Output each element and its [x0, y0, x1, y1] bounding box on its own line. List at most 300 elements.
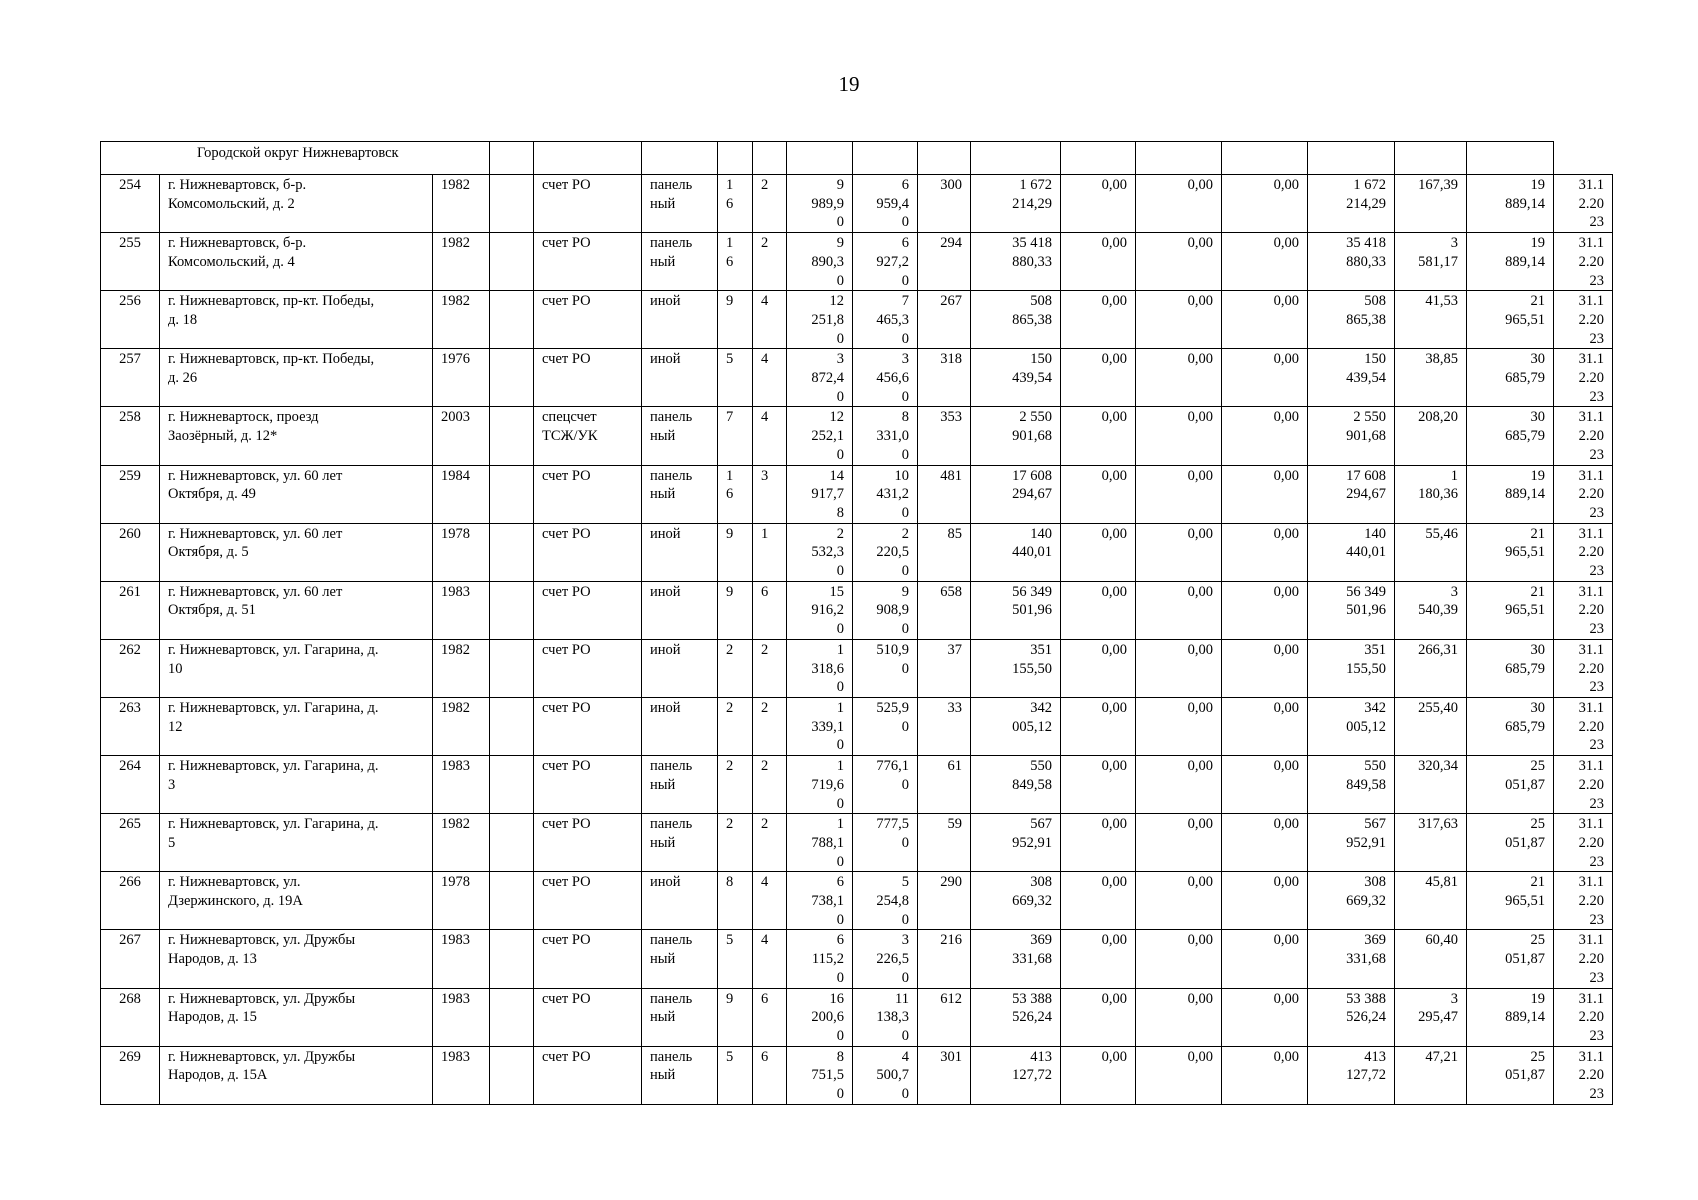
total-area-line: 12	[829, 409, 844, 426]
cost-per-m2-line: 295,47	[1418, 1009, 1458, 1026]
total-area-line: 252,1	[811, 428, 844, 445]
address-line: Октября, д. 49	[168, 486, 256, 503]
owners-funds-line: 35 418	[1346, 235, 1386, 252]
owners-funds-line: 413	[1364, 1048, 1386, 1065]
address-cell	[160, 1046, 433, 1104]
cost-limit-line: 21	[1530, 293, 1545, 310]
cost-limit-line: 19	[1530, 235, 1545, 252]
row-number-cell: 258	[101, 407, 160, 465]
wall-material-cell	[642, 930, 718, 988]
repair-cost-line: 35 418	[1012, 235, 1052, 252]
cost-per-m2-line: 45,81	[1425, 874, 1458, 891]
living-area-line: 0	[901, 776, 909, 793]
floors-line: 8	[726, 874, 734, 891]
owners-funds-cell	[1308, 930, 1395, 988]
address-line: Народов, д. 15А	[168, 1067, 268, 1084]
table-row	[101, 872, 1613, 930]
build-year-cell: 1983	[433, 930, 490, 988]
owners-funds-line: 952,91	[1346, 834, 1386, 851]
total-area-line: 339,1	[811, 718, 844, 735]
cost-per-m2-line: 38,85	[1425, 351, 1458, 368]
floors-line: 5	[726, 1048, 734, 1065]
address-line: 3	[168, 776, 176, 793]
cost-limit-cell	[1467, 872, 1554, 930]
address-line: Октября, д. 5	[168, 544, 249, 561]
cost-per-m2-cell	[1395, 988, 1467, 1046]
owners-funds-line: 351	[1364, 641, 1386, 658]
living-area-line: 0	[901, 563, 909, 580]
total-area-line: 751,5	[811, 1067, 844, 1084]
repair-cost-line: 369	[1030, 932, 1052, 949]
deadline-line: 2.20	[1578, 1067, 1604, 1084]
cost-source-3-cell: 0,00	[1222, 349, 1308, 407]
total-area-line: 15	[829, 583, 844, 600]
total-area-line: 0	[836, 446, 844, 463]
owners-funds-line: 294,67	[1346, 486, 1386, 503]
repair-cost-cell	[971, 756, 1061, 814]
deadline-line: 23	[1589, 969, 1604, 986]
entrances-cell: 2	[753, 639, 787, 697]
address-line: д. 26	[168, 370, 198, 387]
deadline-line: 23	[1589, 1027, 1604, 1044]
build-year-cell: 1978	[433, 872, 490, 930]
total-area-line: 0	[836, 1027, 844, 1044]
build-year-cell: 1983	[433, 581, 490, 639]
residents-cell: 33	[918, 697, 971, 755]
total-area-cell	[787, 349, 853, 407]
repair-cost-line: 849,58	[1012, 776, 1052, 793]
floors-cell	[718, 233, 753, 291]
cost-source-2-cell: 0,00	[1136, 1046, 1222, 1104]
owners-funds-cell	[1308, 291, 1395, 349]
total-area-line: 0	[836, 679, 844, 696]
build-year-cell: 1983	[433, 756, 490, 814]
total-area-line: 989,9	[811, 195, 844, 212]
deadline-line: 23	[1589, 563, 1604, 580]
address-cell	[160, 872, 433, 930]
cost-per-m2-cell	[1395, 639, 1467, 697]
deadline-line: 31.1	[1578, 699, 1604, 716]
living-area-line: 9	[901, 583, 909, 600]
owners-funds-line: 53 388	[1346, 990, 1386, 1007]
repair-cost-line: 669,32	[1012, 893, 1052, 910]
deadline-cell	[1554, 233, 1613, 291]
wall-material-line: иной	[650, 641, 681, 658]
entrances-cell: 2	[753, 233, 787, 291]
account-type-cell	[534, 930, 642, 988]
row-number-cell: 254	[101, 175, 160, 233]
living-area-line: 5	[901, 874, 909, 891]
address-line: 10	[168, 660, 183, 677]
cost-source-3-cell: 0,00	[1222, 465, 1308, 523]
account-type-cell	[534, 988, 642, 1046]
living-area-line: 7	[901, 293, 909, 310]
owners-funds-line: 1 672	[1353, 177, 1386, 193]
floors-cell	[718, 814, 753, 872]
cost-per-m2-cell	[1395, 291, 1467, 349]
entrances-cell: 6	[753, 988, 787, 1046]
entrances-cell: 6	[753, 581, 787, 639]
deadline-cell	[1554, 523, 1613, 581]
cost-source-2-cell: 0,00	[1136, 523, 1222, 581]
cost-per-m2-cell	[1395, 756, 1467, 814]
total-area-line: 872,4	[811, 370, 844, 387]
floors-cell	[718, 930, 753, 988]
living-area-line: 465,3	[876, 311, 909, 328]
living-area-line: 908,9	[876, 602, 909, 619]
wall-material-cell	[642, 349, 718, 407]
deadline-line: 2.20	[1578, 195, 1604, 212]
floors-cell	[718, 1046, 753, 1104]
living-area-cell	[853, 349, 918, 407]
address-line: г. Нижневартовск, ул. Дружбы	[168, 932, 356, 949]
repair-cost-line: 150	[1030, 351, 1052, 368]
address-cell	[160, 639, 433, 697]
cost-source-1-cell: 0,00	[1061, 988, 1136, 1046]
wall-material-line: панель	[650, 177, 693, 193]
deadline-cell	[1554, 1046, 1613, 1104]
address-line: 5	[168, 834, 176, 851]
cost-per-m2-cell	[1395, 175, 1467, 233]
address-line: г. Нижневартовск, ул. 60 лет	[168, 583, 343, 600]
owners-funds-line: 550	[1364, 758, 1386, 775]
cost-per-m2-cell	[1395, 407, 1467, 465]
row-number-cell: 263	[101, 697, 160, 755]
wall-material-line: ный	[650, 253, 676, 270]
cost-per-m2-line: 3	[1450, 235, 1458, 252]
total-area-line: 916,2	[811, 602, 844, 619]
total-area-cell	[787, 872, 853, 930]
cost-limit-cell	[1467, 697, 1554, 755]
cost-limit-cell	[1467, 988, 1554, 1046]
address-line: г. Нижневартоск, проезд	[168, 409, 319, 426]
owners-funds-cell	[1308, 349, 1395, 407]
living-area-cell	[853, 1046, 918, 1104]
deadline-cell	[1554, 639, 1613, 697]
address-cell	[160, 581, 433, 639]
owners-funds-line: 17 608	[1346, 467, 1386, 484]
cost-limit-line: 965,51	[1505, 311, 1545, 328]
floors-cell	[718, 291, 753, 349]
owners-funds-cell	[1308, 697, 1395, 755]
wall-material-line: панель	[650, 758, 693, 775]
wall-material-cell	[642, 581, 718, 639]
extra-field-cell	[490, 697, 534, 755]
row-number-cell: 261	[101, 581, 160, 639]
build-year-cell: 1983	[433, 1046, 490, 1104]
entrances-cell: 4	[753, 291, 787, 349]
repair-cost-line: 342	[1030, 699, 1052, 716]
living-area-line: 431,2	[876, 486, 909, 503]
deadline-line: 23	[1589, 272, 1604, 289]
living-area-line: 331,0	[876, 428, 909, 445]
wall-material-line: панель	[650, 816, 693, 833]
table-row	[101, 407, 1613, 465]
deadline-line: 2.20	[1578, 311, 1604, 328]
deadline-line: 23	[1589, 388, 1604, 405]
cost-source-3-cell: 0,00	[1222, 175, 1308, 233]
empty-cell	[1467, 142, 1554, 175]
deadline-cell	[1554, 581, 1613, 639]
cost-per-m2-cell	[1395, 349, 1467, 407]
cost-source-1-cell: 0,00	[1061, 756, 1136, 814]
account-type-line: счет РО	[542, 816, 591, 833]
repair-cost-line: 439,54	[1012, 370, 1052, 387]
empty-cell	[753, 142, 787, 175]
owners-funds-line: 127,72	[1346, 1067, 1386, 1084]
cost-per-m2-line: 208,20	[1418, 409, 1458, 426]
wall-material-line: иной	[650, 874, 681, 891]
total-area-line: 9	[836, 235, 844, 252]
address-line: Комсомольский, д. 2	[168, 195, 295, 212]
total-area-line: 1	[836, 816, 844, 833]
repair-cost-line: 351	[1030, 641, 1052, 658]
cost-limit-line: 19	[1530, 177, 1545, 193]
owners-funds-line: 880,33	[1346, 253, 1386, 270]
total-area-line: 8	[836, 1048, 844, 1065]
repair-cost-cell	[971, 407, 1061, 465]
build-year-cell: 1982	[433, 233, 490, 291]
cost-per-m2-line: 1	[1450, 467, 1458, 484]
owners-funds-line: 140	[1364, 525, 1386, 542]
floors-line: 9	[726, 583, 734, 600]
empty-cell	[1061, 142, 1136, 175]
total-area-cell	[787, 291, 853, 349]
account-type-cell	[534, 814, 642, 872]
deadline-cell	[1554, 697, 1613, 755]
living-area-cell	[853, 581, 918, 639]
owners-funds-cell	[1308, 988, 1395, 1046]
repair-cost-cell	[971, 465, 1061, 523]
account-type-cell	[534, 756, 642, 814]
deadline-line: 23	[1589, 853, 1604, 870]
deadline-line: 2.20	[1578, 776, 1604, 793]
wall-material-line: ный	[650, 951, 676, 968]
cost-source-2-cell: 0,00	[1136, 988, 1222, 1046]
cost-limit-cell	[1467, 407, 1554, 465]
empty-cell	[853, 142, 918, 175]
living-area-line: 0	[901, 504, 909, 521]
owners-funds-cell	[1308, 1046, 1395, 1104]
build-year-cell: 1982	[433, 639, 490, 697]
owners-funds-cell	[1308, 756, 1395, 814]
entrances-cell: 4	[753, 407, 787, 465]
wall-material-line: иной	[650, 293, 681, 310]
floors-cell	[718, 581, 753, 639]
living-area-line: 776,1	[876, 758, 909, 775]
account-type-line: счет РО	[542, 990, 591, 1007]
account-type-line: счет РО	[542, 467, 591, 484]
account-type-line: счет РО	[542, 1048, 591, 1065]
address-cell	[160, 523, 433, 581]
capital-repair-table	[100, 141, 1613, 1105]
owners-funds-line: 331,68	[1346, 951, 1386, 968]
cost-limit-cell	[1467, 233, 1554, 291]
repair-cost-cell	[971, 175, 1061, 233]
cost-limit-cell	[1467, 639, 1554, 697]
deadline-cell	[1554, 814, 1613, 872]
cost-limit-line: 25	[1530, 758, 1545, 775]
address-cell	[160, 756, 433, 814]
total-area-line: 788,1	[811, 834, 844, 851]
repair-cost-cell	[971, 523, 1061, 581]
cost-source-2-cell: 0,00	[1136, 291, 1222, 349]
cost-source-1-cell: 0,00	[1061, 639, 1136, 697]
repair-cost-line: 155,50	[1012, 660, 1052, 677]
extra-field-cell	[490, 523, 534, 581]
cost-source-3-cell: 0,00	[1222, 639, 1308, 697]
cost-limit-cell	[1467, 581, 1554, 639]
extra-field-cell	[490, 233, 534, 291]
floors-line: 9	[726, 293, 734, 310]
residents-cell: 300	[918, 175, 971, 233]
cost-source-2-cell: 0,00	[1136, 581, 1222, 639]
total-area-line: 0	[836, 969, 844, 986]
account-type-cell	[534, 581, 642, 639]
floors-cell	[718, 639, 753, 697]
deadline-cell	[1554, 988, 1613, 1046]
deadline-line: 23	[1589, 795, 1604, 812]
cost-source-2-cell: 0,00	[1136, 639, 1222, 697]
repair-cost-line: 550	[1030, 758, 1052, 775]
deadline-line: 23	[1589, 504, 1604, 521]
residents-cell: 481	[918, 465, 971, 523]
repair-cost-cell	[971, 930, 1061, 988]
wall-material-line: иной	[650, 699, 681, 716]
account-type-line: спецсчет	[542, 409, 597, 426]
cost-source-1-cell: 0,00	[1061, 349, 1136, 407]
wall-material-cell	[642, 988, 718, 1046]
wall-material-line: иной	[650, 351, 681, 368]
floors-cell	[718, 756, 753, 814]
address-line: Дзержинского, д. 19А	[168, 893, 303, 910]
address-line: г. Нижневартовск, ул. Дружбы	[168, 1048, 356, 1065]
wall-material-cell	[642, 407, 718, 465]
living-area-line: 510,9	[876, 641, 909, 658]
cost-per-m2-line: 47,21	[1425, 1048, 1458, 1065]
total-area-line: 1	[836, 758, 844, 775]
deadline-line: 23	[1589, 679, 1604, 696]
address-line: г. Нижневартовск, ул. Дружбы	[168, 990, 356, 1007]
owners-funds-cell	[1308, 407, 1395, 465]
living-area-cell	[853, 523, 918, 581]
address-line: г. Нижневартовск, ул. Гагарина, д.	[168, 641, 379, 658]
owners-funds-cell	[1308, 175, 1395, 233]
cost-source-1-cell: 0,00	[1061, 581, 1136, 639]
deadline-cell	[1554, 465, 1613, 523]
total-area-line: 12	[829, 293, 844, 310]
address-line: г. Нижневартовск, ул. Гагарина, д.	[168, 758, 379, 775]
table-row	[101, 697, 1613, 755]
living-area-line: 2	[901, 525, 909, 542]
cost-per-m2-line: 581,17	[1418, 253, 1458, 270]
floors-line: 1	[726, 467, 734, 484]
table-row	[101, 175, 1613, 233]
living-area-cell	[853, 756, 918, 814]
cost-source-2-cell: 0,00	[1136, 872, 1222, 930]
total-area-cell	[787, 233, 853, 291]
build-year-cell: 1982	[433, 697, 490, 755]
build-year-cell: 1978	[433, 523, 490, 581]
extra-field-cell	[490, 407, 534, 465]
owners-funds-line: 2 550	[1353, 409, 1386, 426]
entrances-cell: 4	[753, 872, 787, 930]
total-area-cell	[787, 756, 853, 814]
living-area-line: 0	[901, 834, 909, 851]
address-line: г. Нижневартовск, ул. 60 лет	[168, 525, 343, 542]
repair-cost-line: 865,38	[1012, 311, 1052, 328]
wall-material-cell	[642, 639, 718, 697]
cost-source-2-cell: 0,00	[1136, 814, 1222, 872]
total-area-line: 6	[836, 932, 844, 949]
row-number-cell: 262	[101, 639, 160, 697]
owners-funds-line: 440,01	[1346, 544, 1386, 561]
extra-field-cell	[490, 291, 534, 349]
cost-per-m2-line: 41,53	[1425, 293, 1458, 310]
deadline-cell	[1554, 407, 1613, 465]
table-row	[101, 814, 1613, 872]
total-area-line: 0	[836, 853, 844, 870]
floors-line: 6	[726, 195, 734, 212]
cost-source-1-cell: 0,00	[1061, 291, 1136, 349]
living-area-line: 0	[901, 660, 909, 677]
cost-per-m2-cell	[1395, 814, 1467, 872]
repair-cost-line: 501,96	[1012, 602, 1052, 619]
repair-cost-line: 2 550	[1019, 409, 1052, 426]
residents-cell: 59	[918, 814, 971, 872]
deadline-line: 31.1	[1578, 583, 1604, 600]
deadline-line: 23	[1589, 1086, 1604, 1103]
deadline-line: 31.1	[1578, 641, 1604, 658]
account-type-cell	[534, 291, 642, 349]
repair-cost-line: 214,29	[1012, 195, 1052, 212]
residents-cell: 658	[918, 581, 971, 639]
entrances-cell: 2	[753, 697, 787, 755]
row-number-cell: 268	[101, 988, 160, 1046]
cost-limit-line: 889,14	[1505, 1009, 1545, 1026]
total-area-line: 0	[836, 388, 844, 405]
owners-funds-line: 865,38	[1346, 311, 1386, 328]
entrances-cell: 6	[753, 1046, 787, 1104]
repair-cost-cell	[971, 349, 1061, 407]
address-cell	[160, 291, 433, 349]
repair-cost-cell	[971, 639, 1061, 697]
account-type-cell	[534, 1046, 642, 1104]
account-type-cell	[534, 407, 642, 465]
table-row	[101, 639, 1613, 697]
build-year-cell: 1983	[433, 988, 490, 1046]
deadline-line: 2.20	[1578, 370, 1604, 387]
owners-funds-line: 669,32	[1346, 893, 1386, 910]
owners-funds-cell	[1308, 581, 1395, 639]
owners-funds-line: 005,12	[1346, 718, 1386, 735]
cost-source-1-cell: 0,00	[1061, 175, 1136, 233]
address-cell	[160, 988, 433, 1046]
empty-cell	[642, 142, 718, 175]
cost-source-2-cell: 0,00	[1136, 697, 1222, 755]
cost-source-1-cell: 0,00	[1061, 407, 1136, 465]
table-row	[101, 291, 1613, 349]
account-type-line: счет РО	[542, 525, 591, 542]
deadline-line: 23	[1589, 214, 1604, 231]
cost-limit-cell	[1467, 1046, 1554, 1104]
cost-source-3-cell: 0,00	[1222, 523, 1308, 581]
cost-limit-line: 685,79	[1505, 660, 1545, 677]
account-type-line: счет РО	[542, 293, 591, 310]
account-type-cell	[534, 523, 642, 581]
row-number-cell: 267	[101, 930, 160, 988]
wall-material-line: ный	[650, 428, 676, 445]
